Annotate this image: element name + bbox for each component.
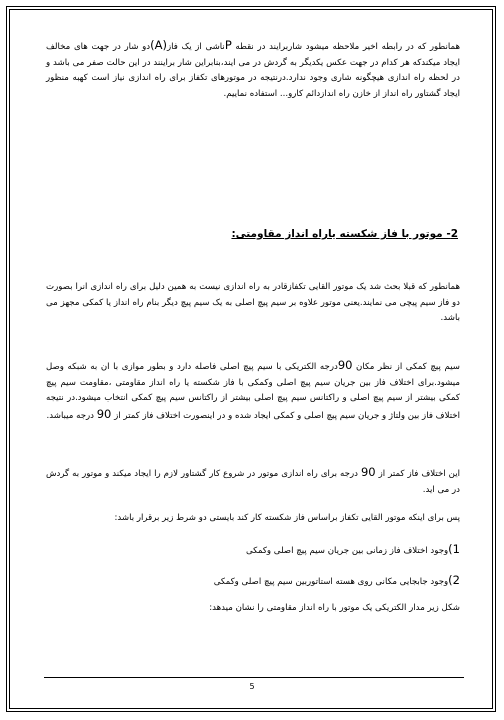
paragraph-3-text-b: درجه الکتریکی با سیم پیچ اصلی فاصله دارد و بطور موازی با ان به شبکه وصل میشود.برای اختلاف فاز بین جریان سیم پیچ اصلی وکمکی با فاز شکسته یا راه انداز مقاومتی ،مقاومت سیم پیچ کمکی بیشتر از سیم پیچ اصلی و راکتانس سیم پیچ اصلی بیشتر از راکتانس سیم پیچ کمکی انتخاب میشود.در نتیجه اختلاف فاز بین ولتاژ و جریان سیم پیچ اصلی و کمکی ایجاد شده و در اینصورت اختلاف فاز کمتر از [46, 362, 460, 421]
paragraph-6: شکل زیر مدار الکتریکی یک موتور با راه انداز مقاومتی را نشان میدهد: [209, 603, 460, 613]
condition-2-text: وجود جابجایی مکانی روی هسته استاتوربین سیم پیچ اصلی وکمکی [213, 577, 449, 587]
paragraph-1-text-a: همانطور که در رابطه اخیر ملاحظه میشود شاربرایند در نقطه [231, 42, 460, 52]
footer-divider [44, 677, 464, 678]
paragraph-4-num: 90 [360, 465, 376, 479]
paragraph-1-text-b: ناشی از یک فاز [166, 42, 225, 52]
paragraph-1 [46, 38, 460, 102]
paragraph-2: همانطور که قبلا بحث شد یک موتور القایی تکفازقادر به راه اندازی نیست به همین دلیل برای راه اندازی انرا بصورت دو فاز سیم پیچی می نمایند.یعنی موتور علاوه بر سیم پیچ اصلی به یک سیم پیچ دیگر بنام راه انداز یا کمکی مجهز می باشد. [46, 282, 460, 324]
section-heading: 2- موتور با فاز شکسته یاراه انداز مقاومتی: [231, 228, 458, 240]
paragraph-3-text-c: درجه میباشد. [46, 410, 97, 421]
condition-2 [46, 573, 460, 591]
paragraph-4-text-b: درجه برای راه اندازی موتور در شروع کار گشتاور لازم را ایجاد میکند و موتور به گردش در می اید. [46, 469, 460, 495]
paragraph-1-letter-p: P [224, 38, 232, 52]
paragraph-3-num-2: 90 [96, 406, 112, 421]
paragraph-5: پس برای اینکه موتور القایی تکفاز براساس فاز شکسته کار کند بایستی دو شرط زیر برقرار باشد: [114, 513, 460, 523]
condition-1-number: 1) [448, 542, 460, 556]
paragraph-4 [46, 465, 460, 498]
paragraph-4-text-a: این اختلاف فاز کمتر از [375, 469, 460, 479]
paragraph-1-text-c: دو شار در جهت های مخالف ایجاد میکندکه هر کدام در جهت عکس یکدیگر به گردش در می ایند،بنابراین شار براینند در این حالت صفر می باشد و در لحظه راه اندازی هیچگونه شاری وجود ندارد.درنتیجه در موتورهای تکفاز برای راه اندازی نیاز است کهبه منظور ایجاد گشتاور راه انداز از خازن راه اندازدائم کارو... استفاده نماییم. [46, 42, 460, 99]
condition-1-text: وجود اختلاف فاز زمانی بین جریان سیم پیچ اصلی وکمکی [245, 546, 449, 556]
paragraph-3 [46, 358, 460, 424]
paragraph-1-letter-a: (A) [150, 38, 167, 52]
condition-1 [46, 542, 460, 560]
paragraph-3-num-1: 90 [337, 358, 353, 372]
page-number: 5 [249, 682, 255, 691]
paragraph-3-text-a: سیم پیچ کمکی از نظر مکان [352, 362, 460, 372]
condition-2-number: 2) [448, 573, 460, 587]
